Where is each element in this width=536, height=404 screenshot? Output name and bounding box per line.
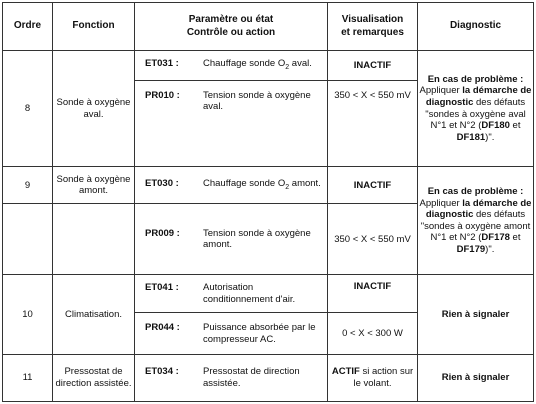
param-code: PR010 : [145,89,180,101]
ordre-cell: 11 [3,354,53,401]
table-row [3,51,534,81]
param-code: ET031 : [145,58,179,70]
vis-cell: INACTIF [328,275,418,313]
diagnostic-cell: En cas de problème : Appliquer la démarche de diagnostic des défauts "sondes à oxygène aval N°1 et N°2 (DF180 et DF181)". [418,51,534,167]
vis-cell: ACTIF si action sur le volant. [328,354,418,401]
vis-cell: 0 < X < 300 W [328,313,418,354]
table-row [3,167,534,204]
table-row [3,354,534,401]
fonction-cell: Sonde à oxygène aval. [53,51,135,167]
param-code: PR009 : [145,227,180,239]
param-code: ET034 : [145,366,179,378]
diagnostic-cell: Rien à signaler [418,354,534,401]
param-description: Autorisation conditionnement d'air. [203,282,296,305]
param-cell [135,167,328,204]
header-visualisation-line1: Visualisation [341,14,404,26]
header-parametre-line2: Contrôle ou action [186,26,276,38]
diagnostic-cell: En cas de problème : Appliquer la démarche de diagnostic des défauts "sondes à oxygène amont N°1 et N°2 (DF178 et DF179)". [418,167,534,275]
param-description: Pressostat de direction assistée. [203,366,300,389]
vis-cell: INACTIF [328,167,418,204]
param-description: Chauffage sonde $O_2$ aval. [203,58,312,72]
param-cell [135,80,328,166]
vis-cell: 350 < X < 550 mV [328,204,418,275]
header-row [3,3,534,51]
fonction-cell-empty [53,204,135,275]
param-cell [135,204,328,275]
fonction-cell: Pressostat de direction assistée. [53,354,135,401]
param-description: Tension sonde à oxygène aval. [203,89,311,113]
fonction-cell: Sonde à oxygène amont. [53,167,135,204]
diagnostic-cell: Rien à signaler [418,275,534,354]
vis-cell: INACTIF [328,51,418,81]
param-code: PR044 : [145,321,180,333]
param-code: ET030 : [145,178,179,190]
header-visualisation [328,3,418,51]
fonction-cell: Climatisation. [53,275,135,354]
param-cell [135,275,328,313]
vis-cell: 350 < X < 550 mV [328,80,418,166]
param-description: Chauffage sonde $O_2$ amont. [203,178,321,191]
ordre-cell-empty [3,204,53,275]
param-cell [135,354,328,401]
param-description: Tension sonde à oxygène amont. [203,227,311,251]
param-description: Puissance absorbée par le compresseur AC. [203,321,316,345]
param-cell [135,313,328,354]
header-parametre-line1: Paramètre ou état [188,14,274,26]
ordre-cell: 10 [3,275,53,354]
param-code: ET041 : [145,282,179,294]
table-row [3,275,534,313]
header-diagnostic: Diagnostic [418,3,534,51]
header-visualisation-line2: et remarques [341,26,404,38]
header-ordre: Ordre [3,3,53,51]
ordre-cell: 8 [3,51,53,167]
ordre-cell: 9 [3,167,53,204]
diagnostic-table [2,2,534,402]
param-cell [135,51,328,81]
header-parametre [135,3,328,51]
header-fonction: Fonction [53,3,135,51]
